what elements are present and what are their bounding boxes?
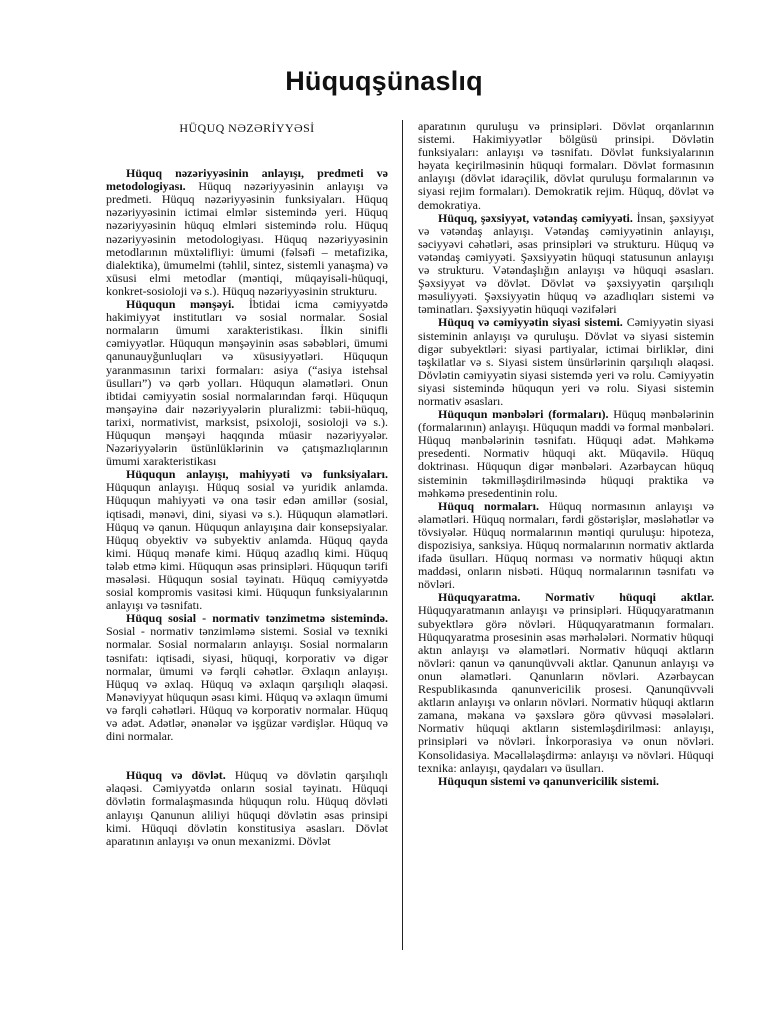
paragraph-heading: Hüququn mənbələri (formaları). xyxy=(438,407,609,422)
paragraph xyxy=(418,316,714,408)
paragraph-heading: Hüquq, şəxsiyyət, vətəndaş cəmiyyəti. xyxy=(438,210,633,225)
page-title: Hüquqşünaslıq xyxy=(285,66,483,96)
paragraph-heading: Hüquq nəzəriyyəsinin anlayışı, predmeti və metodologiyası. xyxy=(106,166,388,194)
left-column xyxy=(106,122,388,848)
paragraph xyxy=(106,167,388,298)
paragraph xyxy=(418,591,714,774)
paragraph-text: Hüquq mənbələrinin (formalarının) anlayışı. Hüququn maddi və formal mənbələri. Hüquq mənbələrinin təsnifatı. Hüquqi adət. Məhkəmə presedenti. Normativ hüquqi akt. Müqavilə. Hüquq doktrinası. Hüququn digər mənbələri. Azərbaycan hüquq sisteminin təkmilləşdirilməsində hüquqi praktika və məhkəmə presedentinin rolu. xyxy=(418,407,714,500)
paragraph xyxy=(418,408,714,500)
paragraph-heading: Hüquq və dövlət. xyxy=(126,768,226,783)
paragraph-text: Sosial - normativ tənzimləmə sistemi. Sosial və texniki normalar. Sosial normaların anlayışı. Sosial normaların təsnifatı: iqtisadi, siyasi, hüquqi, korporativ və digər normalar, ümumi və fərqli cəhətlər. Əxlaqın anlayışı. Hüquq və əxlaq. Hüquq və əxlaqın qarşılıqlı əlaqəsi. Mənəviyyat hüququn əsası kimi. Hüquq və əxlaqın ümumi və fərqli cəhətləri. Hüquq və korporativ normalar. Hüquq və adət. Adətlər, ənənələr və işgüzar vərdişlər. Hüquq və dini normalar. xyxy=(106,624,388,744)
paragraph-heading: Hüquq sosial - normativ tənzimetmə sistemində. xyxy=(126,611,388,626)
paragraph-text: Hüquq və dövlətin qarşılıqlı əlaqəsi. Cəmiyyətdə onların sosial təyinatı. Hüquqi dövlətin formalaşmasında hüququn rolu. Hüquq dövləti anlayışı Qanunun aliliyi hüquqi dövlətin əsas prinsipi kimi. Hüquqi dövlətin konstitusiya əsasları. Dövlət aparatının anlayışı və onun mexanizmi. Dövlət xyxy=(106,768,388,848)
paragraph xyxy=(106,298,388,468)
paragraph-text: Hüquqyaratmanın anlayışı və prinsipləri. Hüquqyaratmanın subyektlərə görə növləri. Hüquqyaratmanın formaları. Hüquqyaratma prosesinin əsas mərhələləri. Normativ hüquqi aktın anlayışı və əlamətləri. Normativ hüquqi aktların növləri: qanun və qanunqüvvəli aktlar. Qanunun anlayışı və onun əlamətləri. Qanunların növləri. Azərbaycan Respublikasında qanunvericilik prosesi. Qanunqüvvəli aktların anlayışı və onların növləri. Normativ hüquqi aktların zamana, məkana və şəxslərə görə qüvvəsi məsələləri. Normativ hüquqi aktların sistemləşdirilməsi: anlayışı, prinsipləri və növləri. İnkorporasiya və onun növləri. Konsolidasiya. Məcəllələşdirmə: anlayışı və növləri. Hüquqi texnika: anlayışı, qaydaları və üsulları. xyxy=(418,603,714,775)
paragraph xyxy=(418,775,714,788)
paragraph-heading: Hüququn mənşəyi. xyxy=(126,297,235,312)
paragraph xyxy=(418,500,714,592)
paragraph-text: Hüquq normasının anlayışı və əlamətləri. Hüquq normaları, fərdi göstərişlər, məsləhətlər və tövsiyələr. Hüquq normalarının məntiqi quruluşu: hipoteza, dispozisiya, sanksiya. Hüquq normalarının normativ aktlarda ifadə üsulları. Hüquq norması və normativ hüquqi aktın maddəsi, onların nisbəti. Hüquq normalarının təsnifatı və növləri. xyxy=(418,498,714,592)
paragraph-text: aparatının quruluşu və prinsipləri. Dövlət orqanlarının sistemi. Hakimiyyətlər bölgüsü prinsipi. Dövlətin funksiyaları: anlayışı və təsnifatı. Dövlət funksiyalarının həyata keçirilməsinin hüquqi formaları. Dövlət formasının anlayışı (dövlət idarəçilik, dövlət quruluşu formalarının və siyasi rejim formaları). Demokratik rejim. Hüquq, dövlət və demokratiya. xyxy=(418,119,714,212)
right-column xyxy=(418,120,714,788)
paragraph-heading: Hüququn sistemi və qanunvericilik sistemi. xyxy=(438,773,660,788)
paragraph-heading: Hüquqyaratma. Normativ hüquqi aktlar. xyxy=(438,590,714,605)
paragraph xyxy=(106,468,388,612)
paragraph-heading: Hüququn anlayışı, mahiyyəti və funksiyaları. xyxy=(126,467,388,482)
paragraph-text: Hüququn anlayışı. Hüquq sosial və yuridik anlamda. Hüququn mahiyyəti və ona təsir edən amillər (sosial, iqtisadi, mənəvi, dini, siyasi və s.). Hüququn əlamətləri. Hüquq və qanun. Hüququn anlayışına dair konsepsiyalar. Hüquq obyektiv və subyektiv anlamda. Hüquq qayda kimi. Hüquq mənafe kimi. Hüquq azadlıq kimi. Hüquq tələb etmə kimi. Hüququn əsas prinsipləri. Hüququn tərifi məsələsi. Hüququn sosial təyinatı. Hüquq cəmiyyətdə sosial kompromis vasitəsi kimi. Hüququn funksiyalarının anlayışı və təsnifatı. xyxy=(106,480,388,613)
paragraph-text: İnsan, şəxsiyyət və vətəndaş anlayışı. Vətəndaş cəmiyyətinin anlayışı, səciyyəvi cəhətləri, əsas prinsipləri və strukturu. Hüquq və vətəndaş cəmiyyəti. Şəxsiyyətin hüquqi statusunun anlayışı və strukturu. Vətəndaşlığın anlayışı və hüquqi əsasları. Şəxsiyyət və dövlət. Dövlət və şəxsiyyətin qarşılıqlı məsuliyyəti. Şəxsiyyətin hüquq və azadlıqları sistemi və təminatları. Şəxsiyyətin hüquqi vəzifələri xyxy=(418,210,715,317)
paragraph-heading: Hüquq normaları. xyxy=(438,498,539,513)
paragraph-text: Cəmiyyətin siyasi sisteminin anlayışı və quruluşu. Dövlət və siyasi sistemin digər subyektləri: siyasi partiyalar, ictimai birliklər, dini təşkilatlar və s. Siyasi sistem ünsürlərinin qarşılıqlı əlaqəsi. Dövlətin cəmiyyətin siyasi sistemdə yeri və rolu. Cəmiyyətin siyasi sistemində hüququn yeri və rolu. Siyasi sistemin normativ əsasları. xyxy=(418,315,714,408)
paragraph xyxy=(106,769,388,848)
paragraph-text: Hüquq nəzəriyyəsinin anlayışı və predmeti. Hüquq nəzəriyyəsinin funksiyaları. Hüquq nəzəriyyəsinin ictimai elmlər sistemində yeri. Hüquq nəzəriyyəsinin hüquq elmləri sistemində rolu. Hüquq nəzəriyyəsinin metodologiyası. Hüquq nəzəriyyəsinin metodlarının müxtəlifliyi: ümumi (fəlsəfi – metafizika, dialektika), ümumelmi (təhlil, sintez, sistemli yanaşma) və xüsusi elmi metodlar (məntiqi, müqayisəli-hüquqi, konkret-sosioloji və s.). Hüquq nəzəriyyəsinin strukturu. xyxy=(106,179,388,298)
section-heading: HÜQUQ NƏZƏRİYYƏSİ xyxy=(179,121,315,135)
paragraph xyxy=(106,612,388,743)
paragraph-heading: Hüquq və cəmiyyətin siyasi sistemi. xyxy=(438,315,623,330)
paragraph xyxy=(418,120,714,212)
paragraph xyxy=(418,212,714,317)
paragraph-text: İbtidai icma cəmiyyətdə hakimiyyət institutları və sosial normalar. Sosial normaların ümumi xarakteristikası. İlkin sinifli cəmiyyətlər. Hüququn mənşəyinin əsas səbəbləri, ümumi qanunauyğunluqları və xüsusiyyətləri. Hüququn yaranmasının tarixi formaları: asiya (“asiya istehsal üsulları”) və qərb yolları. Hüququn əlamətləri. Onun ibtidai cəmiyyətin sosial normalarından fərqi. Hüququn mənşəyinə dair nəzəriyyələrin pluralizmi: təbii-hüquq, tarixi, normativist, marksist, psixoloji, sosioloji və s.). Hüququn mənşəyi haqqında müasir nəzəriyyələr. Nəzəriyyələrin üstünlüklərinin və çatışmazlıqlarının ümumi xarakteristikası xyxy=(106,297,389,469)
column-divider xyxy=(402,120,403,950)
